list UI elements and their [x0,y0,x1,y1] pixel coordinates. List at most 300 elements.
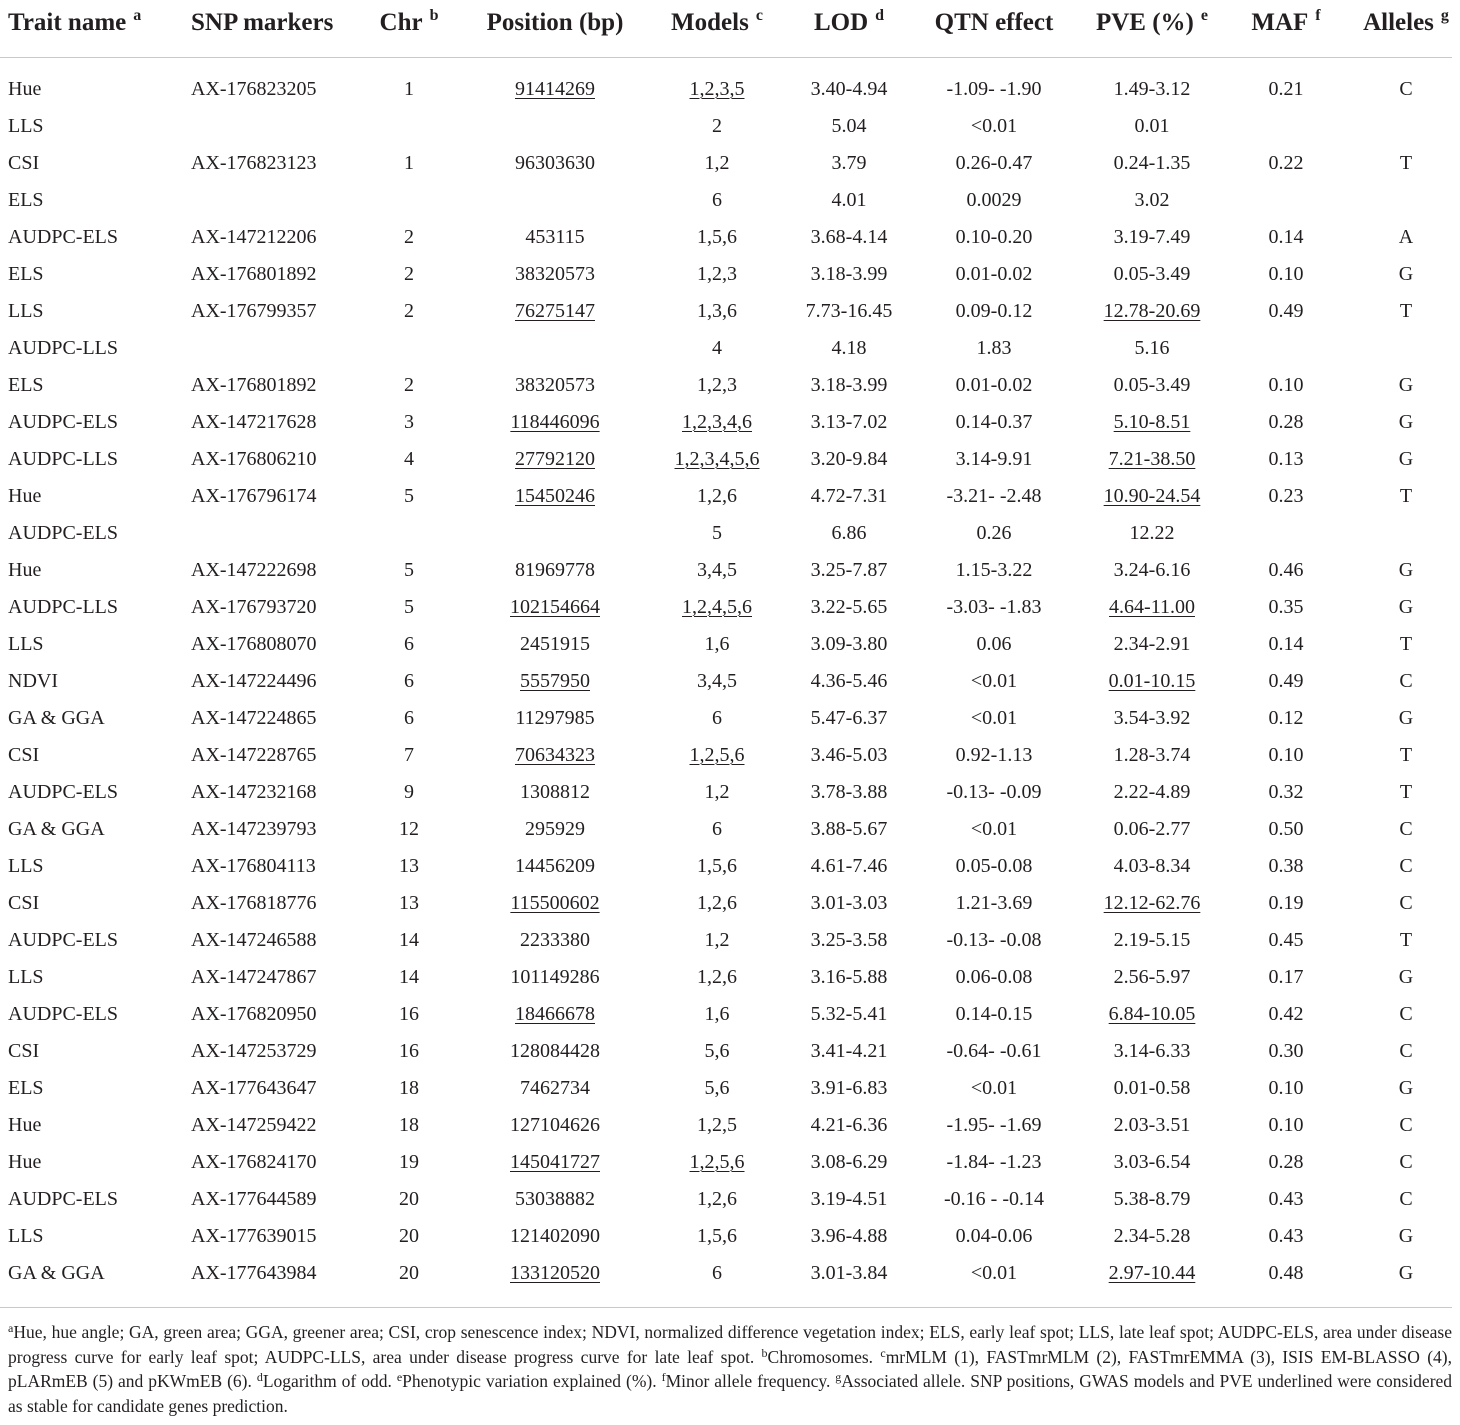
header-label: Models [671,9,749,36]
lod-value: 3.40-4.94 [810,77,888,100]
pve-value: 4.64-11.00 [1109,595,1195,618]
qtn-effect-cell [916,737,1072,774]
models-value: 5,6 [704,1039,730,1062]
table-row [0,1218,1460,1255]
qtn-effect-cell [916,256,1072,293]
trait-name-cell [0,71,183,108]
header-trait-name [0,8,183,57]
header-footnote-marker: c [755,7,763,24]
lod-cell [782,256,916,293]
allele-cell [1340,404,1460,441]
maf-cell [1232,589,1340,626]
chromosome-cell [360,108,458,145]
maf-cell [1232,996,1340,1033]
pve-cell [1072,1070,1232,1107]
snp-marker-cell [183,182,360,219]
pve-value: 3.03-6.54 [1113,1150,1191,1173]
snp-marker-cell [183,219,360,256]
table-row [0,182,1460,219]
header-footnote-marker: d [875,7,885,24]
pve-cell [1072,996,1232,1033]
allele-cell [1340,589,1460,626]
lod-value: 3.88-5.67 [810,817,888,840]
allele-cell [1340,1033,1460,1070]
pve-cell [1072,293,1232,330]
bottom-rule [0,1307,1452,1308]
position-value: 11297985 [515,706,595,729]
maf-cell [1232,478,1340,515]
trait-name-value: AUDPC-ELS [8,1187,119,1210]
pve-cell [1072,404,1232,441]
qtn-effect-value: -0.13- -0.08 [946,928,1042,951]
allele-cell [1340,1181,1460,1218]
trait-name-value: AUDPC-ELS [8,1002,119,1025]
qtn-effect-value: <0.01 [970,1261,1018,1284]
trait-name-value: ELS [8,373,44,396]
snp-marker-value: AX-177639015 [191,1224,317,1247]
table-footnote [8,1320,1452,1419]
table-row [0,1107,1460,1144]
lod-value: 3.18-3.99 [810,373,888,396]
allele-cell [1340,367,1460,404]
qtn-effect-cell [916,996,1072,1033]
position-cell [458,1218,652,1255]
position-value: 18466678 [515,1002,595,1025]
maf-value: 0.43 [1268,1224,1304,1247]
footnote-text: Logarithm of odd. [262,1371,392,1392]
trait-name-value: GA & GGA [8,706,105,729]
lod-cell [782,959,916,996]
trait-name-cell [0,478,183,515]
models-cell [652,1255,782,1292]
allele-cell [1340,145,1460,182]
models-cell [652,663,782,700]
maf-value: 0.43 [1268,1187,1304,1210]
trait-name-cell [0,145,183,182]
models-cell [652,515,782,552]
lod-value: 3.96-4.88 [810,1224,888,1247]
snp-marker-cell [183,700,360,737]
lod-value: 3.25-7.87 [810,558,888,581]
snp-marker-value: AX-147212206 [191,225,317,248]
models-cell [652,404,782,441]
position-value: 102154664 [510,595,600,618]
lod-value: 4.72-7.31 [810,484,888,507]
snp-marker-value: AX-176818776 [191,891,317,914]
lod-value: 3.22-5.65 [810,595,888,618]
pve-cell [1072,885,1232,922]
snp-marker-cell [183,996,360,1033]
position-cell [458,922,652,959]
trait-name-cell [0,700,183,737]
qtn-effect-value: 0.0029 [966,188,1022,211]
chromosome-value: 14 [399,965,419,988]
chromosome-value: 12 [399,817,419,840]
allele-value: T [1399,743,1413,766]
pve-value: 0.05-3.49 [1113,373,1191,396]
trait-name-cell [0,330,183,367]
pve-value: 3.54-3.92 [1113,706,1191,729]
maf-cell [1232,219,1340,256]
chromosome-cell [360,145,458,182]
allele-cell [1340,626,1460,663]
trait-name-cell [0,1144,183,1181]
pve-cell [1072,700,1232,737]
lod-value: 7.73-16.45 [805,299,893,322]
snp-marker-cell [183,589,360,626]
position-cell [458,737,652,774]
trait-name-cell [0,996,183,1033]
trait-name-cell [0,589,183,626]
lod-value: 3.01-3.84 [810,1261,888,1284]
allele-cell [1340,330,1460,367]
pve-value: 0.06-2.77 [1113,817,1191,840]
models-value: 1,6 [704,632,730,655]
allele-value: T [1399,151,1413,174]
snp-marker-cell [183,515,360,552]
pve-cell [1072,367,1232,404]
position-cell [458,367,652,404]
chromosome-cell [360,182,458,219]
qtn-effect-cell [916,589,1072,626]
lod-value: 4.36-5.46 [810,669,888,692]
maf-cell [1232,182,1340,219]
allele-value: T [1399,780,1413,803]
trait-name-cell [0,293,183,330]
allele-cell [1340,959,1460,996]
chromosome-cell [360,663,458,700]
lod-cell [782,1218,916,1255]
allele-cell [1340,885,1460,922]
table-row [0,108,1460,145]
chromosome-cell [360,1070,458,1107]
qtn-effect-cell [916,145,1072,182]
snp-marker-cell [183,108,360,145]
lod-value: 3.01-3.03 [810,891,888,914]
header-label: LOD [813,9,869,36]
qtn-effect-value: 1.83 [976,336,1012,359]
models-value: 6 [712,706,722,729]
maf-cell [1232,1255,1340,1292]
lod-cell [782,663,916,700]
pve-cell [1072,1181,1232,1218]
table-body [0,58,1460,1307]
maf-value: 0.12 [1268,706,1304,729]
models-value: 1,5,6 [697,225,737,248]
table-row [0,1070,1460,1107]
qtn-effect-cell [916,293,1072,330]
chromosome-cell [360,1255,458,1292]
lod-cell [782,1181,916,1218]
models-cell [652,959,782,996]
header-snp-markers [183,8,360,57]
lod-value: 3.78-3.88 [810,780,888,803]
lod-cell [782,404,916,441]
chromosome-cell [360,700,458,737]
snp-marker-cell [183,1144,360,1181]
qtn-effect-value: 0.14-0.37 [955,410,1033,433]
pve-cell [1072,1255,1232,1292]
pve-value: 7.21-38.50 [1108,447,1196,470]
chromosome-cell [360,404,458,441]
pve-value: 3.24-6.16 [1113,558,1191,581]
chromosome-value: 16 [399,1002,419,1025]
table-row [0,552,1460,589]
trait-name-cell [0,1181,183,1218]
chromosome-cell [360,811,458,848]
snp-marker-value: AX-147247867 [191,965,317,988]
header-pve [1072,8,1232,57]
lod-cell [782,811,916,848]
lod-cell [782,552,916,589]
footnote-text: Associated allele. SNP positions, GWAS models and PVE underlined were considered as stable for candidate genes prediction. [8,1371,1453,1417]
pve-value: 0.01-10.15 [1108,669,1196,692]
models-cell [652,441,782,478]
qtn-effect-value: -1.95- -1.69 [946,1113,1042,1136]
models-cell [652,885,782,922]
allele-cell [1340,1107,1460,1144]
snp-marker-cell [183,737,360,774]
models-value: 6 [712,817,722,840]
models-value: 1,5,6 [697,1224,737,1247]
lod-cell [782,441,916,478]
qtn-effect-cell [916,441,1072,478]
allele-cell [1340,996,1460,1033]
chromosome-cell [360,848,458,885]
snp-marker-cell [183,1033,360,1070]
qtn-effect-cell [916,1070,1072,1107]
lod-cell [782,515,916,552]
snp-marker-value: AX-177643647 [191,1076,317,1099]
trait-name-value: CSI [8,891,40,914]
lod-cell [782,293,916,330]
qtn-effect-cell [916,1218,1072,1255]
position-value: 27792120 [515,447,595,470]
table-row [0,330,1460,367]
models-cell [652,848,782,885]
header-models [652,8,782,57]
allele-value: G [1398,373,1414,396]
models-cell [652,1218,782,1255]
maf-value: 0.14 [1268,225,1304,248]
maf-cell [1232,885,1340,922]
lod-value: 4.61-7.46 [810,854,888,877]
qtn-effect-value: 0.04-0.06 [955,1224,1033,1247]
lod-cell [782,700,916,737]
maf-cell [1232,552,1340,589]
footnote-text: mrMLM (1), FASTmrMLM (2), FASTmrEMMA (3), ISIS EM-BLASSO (4), pLARmEB (5) and pKWmEB (6). [8,1346,1453,1392]
lod-cell [782,478,916,515]
trait-name-value: LLS [8,632,44,655]
position-cell [458,478,652,515]
position-cell [458,663,652,700]
snp-marker-value: AX-176823205 [191,77,317,100]
qtn-effect-cell [916,811,1072,848]
allele-value: T [1399,632,1413,655]
trait-name-cell [0,1070,183,1107]
trait-name-cell [0,441,183,478]
footnote-marker: c [880,1345,886,1360]
pve-cell [1072,959,1232,996]
qtn-effect-cell [916,848,1072,885]
models-value: 1,2,3 [697,373,737,396]
lod-value: 3.91-6.83 [810,1076,888,1099]
position-value: 453115 [525,225,585,248]
snp-marker-cell [183,293,360,330]
maf-cell [1232,515,1340,552]
header-label: QTN effect [934,9,1054,36]
pve-cell [1072,219,1232,256]
pve-cell [1072,182,1232,219]
snp-marker-cell [183,367,360,404]
qtn-effect-cell [916,959,1072,996]
position-value: 145041727 [510,1150,600,1173]
lod-cell [782,589,916,626]
position-value: 14456209 [515,854,595,877]
qtn-effect-value: 0.26-0.47 [955,151,1033,174]
table-row [0,737,1460,774]
header-label: SNP markers [191,9,334,36]
table-row [0,1033,1460,1070]
maf-cell [1232,811,1340,848]
footnote-marker: a [8,1321,14,1335]
pve-value: 10.90-24.54 [1103,484,1201,507]
pve-cell [1072,1218,1232,1255]
table-row [0,1181,1460,1218]
trait-name-value: Hue [8,1150,42,1173]
snp-marker-value: AX-147259422 [191,1113,317,1136]
qtn-effect-cell [916,182,1072,219]
qtn-effect-value: 0.01-0.02 [955,262,1033,285]
position-cell [458,700,652,737]
table-row [0,959,1460,996]
position-cell [458,996,652,1033]
allele-value: G [1398,262,1414,285]
chromosome-cell [360,1033,458,1070]
qtn-effect-value: 0.05-0.08 [955,854,1033,877]
chromosome-cell [360,996,458,1033]
qtn-effect-cell [916,1107,1072,1144]
chromosome-cell [360,1181,458,1218]
snp-marker-value: AX-147222698 [191,558,317,581]
table-row [0,996,1460,1033]
trait-name-value: AUDPC-LLS [8,336,119,359]
position-cell [458,219,652,256]
chromosome-value: 20 [399,1187,419,1210]
lod-cell [782,145,916,182]
trait-name-value: Hue [8,1113,42,1136]
pve-value: 2.34-5.28 [1113,1224,1191,1247]
lod-cell [782,737,916,774]
snp-marker-value: AX-176804113 [191,854,316,877]
position-cell [458,108,652,145]
lod-cell [782,330,916,367]
table-row [0,256,1460,293]
pve-value: 1.28-3.74 [1113,743,1191,766]
trait-name-value: AUDPC-ELS [8,521,119,544]
qtn-effect-value: <0.01 [970,114,1018,137]
maf-cell [1232,367,1340,404]
snp-marker-value: AX-147239793 [191,817,317,840]
lod-cell [782,219,916,256]
models-value: 1,2,3 [697,262,737,285]
chromosome-cell [360,478,458,515]
lod-cell [782,1033,916,1070]
snp-marker-cell [183,959,360,996]
models-value: 3,4,5 [697,669,737,692]
snp-marker-value: AX-176799357 [191,299,317,322]
chromosome-value: 9 [404,780,414,803]
maf-value: 0.38 [1268,854,1304,877]
allele-cell [1340,219,1460,256]
maf-value: 0.10 [1268,262,1304,285]
allele-value: C [1399,77,1413,100]
qtn-effect-value: -3.03- -1.83 [946,595,1042,618]
trait-name-cell [0,515,183,552]
chromosome-value: 3 [404,410,414,433]
pve-value: 0.01 [1134,114,1170,137]
maf-cell [1232,145,1340,182]
allele-value: C [1399,1113,1413,1136]
pve-value: 5.16 [1134,336,1170,359]
pve-value: 2.19-5.15 [1113,928,1191,951]
qtn-effect-value: <0.01 [970,817,1018,840]
pve-cell [1072,737,1232,774]
chromosome-cell [360,589,458,626]
maf-cell [1232,922,1340,959]
lod-cell [782,848,916,885]
allele-cell [1340,1218,1460,1255]
qtn-effect-value: 0.14-0.15 [955,1002,1033,1025]
models-cell [652,145,782,182]
maf-cell [1232,1218,1340,1255]
position-value: 81969778 [515,558,595,581]
maf-value: 0.22 [1268,151,1304,174]
maf-cell [1232,626,1340,663]
position-cell [458,811,652,848]
lod-cell [782,1144,916,1181]
pve-cell [1072,811,1232,848]
qtn-effect-value: 0.01-0.02 [955,373,1033,396]
allele-value: G [1398,706,1414,729]
trait-name-cell [0,182,183,219]
maf-value: 0.14 [1268,632,1304,655]
models-cell [652,1144,782,1181]
table-header-row [0,0,1460,57]
allele-cell [1340,441,1460,478]
pve-cell [1072,1033,1232,1070]
allele-value: A [1398,225,1414,248]
allele-value: C [1399,817,1413,840]
trait-name-cell [0,737,183,774]
qtn-effect-cell [916,478,1072,515]
models-cell [652,737,782,774]
pve-cell [1072,330,1232,367]
qtn-effect-value: 0.06 [976,632,1012,655]
header-alleles [1340,8,1460,57]
trait-name-value: AUDPC-LLS [8,447,119,470]
lod-cell [782,922,916,959]
maf-value: 0.13 [1268,447,1304,470]
trait-name-cell [0,256,183,293]
qtn-effect-value: <0.01 [970,669,1018,692]
table-row [0,404,1460,441]
maf-cell [1232,1070,1340,1107]
footnote-marker: e [396,1370,403,1385]
qtn-effect-cell [916,1255,1072,1292]
pve-cell [1072,626,1232,663]
pve-value: 3.02 [1134,188,1170,211]
